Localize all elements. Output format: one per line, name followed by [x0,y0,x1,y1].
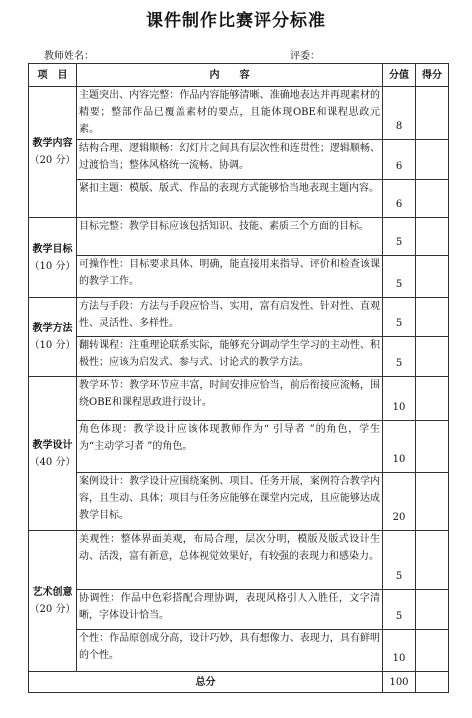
criterion-row [29,630,449,672]
criterion-text: 紧扣主题：模版、版式、作品的表现方式能够恰当地表现主题内容。 [77,180,383,218]
criterion-score: 5 [383,590,416,630]
criterion-row [29,140,449,180]
page-title: 课件制作比赛评分标准 [146,11,326,31]
criterion-text: 教学环节：教学环节应丰富，时间安排应恰当，前后衔接应流畅，围绕OBE和课程思政进行设计。 [77,377,383,421]
got-score-cell[interactable] [416,87,449,140]
judge-label: 评委： [290,51,320,62]
criterion-text: 可操作性：目标要求具体、明确，能直接用来指导、评价和检查该课的教学工作。 [77,256,383,298]
teacher-name-label: 教师姓名： [44,51,94,62]
criterion-text: 案例设计：教学设计应围绕案例、项目、任务开展，案例符合教学内容，且生动、具体；项目与任务应能够在课堂内完成，且应能够达成教学目标。 [77,473,383,531]
category-points: （40 分） [29,456,76,468]
criterion-text: 结构合理、逻辑顺畅：幻灯片之间具有层次性和连贯性；逻辑顺畅、过渡恰当；整体风格统一流畅、协调。 [77,140,383,180]
got-score-cell[interactable] [416,140,449,180]
criterion-score: 5 [383,337,416,377]
category-points: （20 分） [29,155,76,166]
criterion-row [29,473,449,531]
criterion-text: 角色体现：教学设计应该体现教师作为“ 引导者 ”的角色，学生为“主动学习者 ”的角色。 [77,421,383,473]
total-score: 100 [383,672,416,693]
total-row [29,672,449,693]
got-score-cell[interactable] [416,218,449,256]
criterion-text: 协调性：作品中色彩搭配合理协调，表现风格引人入胜任，文字清晰，字体设计恰当。 [77,590,383,630]
category-name: 艺术创意 [32,587,73,598]
criterion-score: 8 [383,87,416,140]
table-header-row [29,64,449,87]
got-score-cell[interactable] [416,473,449,531]
header-score: 分值 [383,64,416,87]
category-points: （20 分） [29,604,76,615]
got-score-cell[interactable] [416,298,449,337]
criterion-row [29,421,449,473]
category-name: 教学设计 [32,439,73,451]
criterion-text: 翻转课程：注重理论联系实际，能够充分调动学生学习的主动性、积极性；应该为启发式、参与式、讨论式的教学方法。 [77,337,383,377]
criterion-row [29,590,449,630]
got-score-cell[interactable] [416,337,449,377]
criterion-row [29,337,449,377]
criterion-row [29,218,449,256]
criterion-score: 5 [383,298,416,337]
total-got-cell[interactable] [416,672,449,693]
category-name: 教学方法 [32,323,73,334]
scoring-table [28,63,449,693]
category-cell [29,377,77,531]
got-score-cell[interactable] [416,630,449,672]
criterion-score: 5 [383,218,416,256]
category-points: （10 分） [29,340,76,351]
category-name: 教学目标 [32,243,73,255]
criterion-score: 10 [383,377,416,421]
got-score-cell[interactable] [416,531,449,590]
got-score-cell[interactable] [416,421,449,473]
criterion-score: 6 [383,140,416,180]
criterion-score: 20 [383,473,416,531]
criterion-score: 10 [383,630,416,672]
got-score-cell[interactable] [416,590,449,630]
criterion-row [29,256,449,298]
category-cell [29,531,77,672]
criterion-score: 10 [383,421,416,473]
criterion-row [29,531,449,590]
total-label: 总分 [29,672,383,693]
criterion-score: 5 [383,256,416,298]
criterion-text: 方法与手段：方法与手段应恰当、实用，富有启发性、针对性、直观性、灵活性、多样性。 [77,298,383,337]
got-score-cell[interactable] [416,377,449,421]
category-cell [29,298,77,377]
header-got: 得分 [416,64,449,87]
criterion-score: 5 [383,531,416,590]
criterion-text: 目标完整：教学目标应该包括知识、技能、素质三个方面的目标。 [77,218,383,256]
criterion-row [29,180,449,218]
criterion-row [29,377,449,421]
header-content: 内 容 [77,64,383,87]
criterion-score: 6 [383,180,416,218]
criterion-row [29,298,449,337]
criterion-row [29,87,449,140]
criterion-text: 个性：作品原创成分高，设计巧妙，具有想像力、表现力，具有鲜明的个性。 [77,630,383,672]
criterion-text: 主题突出、内容完整：作品内容能够清晰、准确地表达并再现素材的精要；整部作品已覆盖素材的要点，且能体现OBE和课程思政元素。 [77,87,383,140]
category-cell [29,87,77,218]
got-score-cell[interactable] [416,256,449,298]
category-name: 教学内容 [32,138,73,149]
category-cell [29,218,77,298]
got-score-cell[interactable] [416,180,449,218]
criterion-text: 美观性：整体界面美观，布局合理，层次分明，模版及版式设计生动、活泼，富有新意，总体视觉效果好，有较强的表现力和感染力。 [77,531,383,590]
header-item: 项 目 [29,64,77,87]
category-points: （10 分） [29,260,76,272]
